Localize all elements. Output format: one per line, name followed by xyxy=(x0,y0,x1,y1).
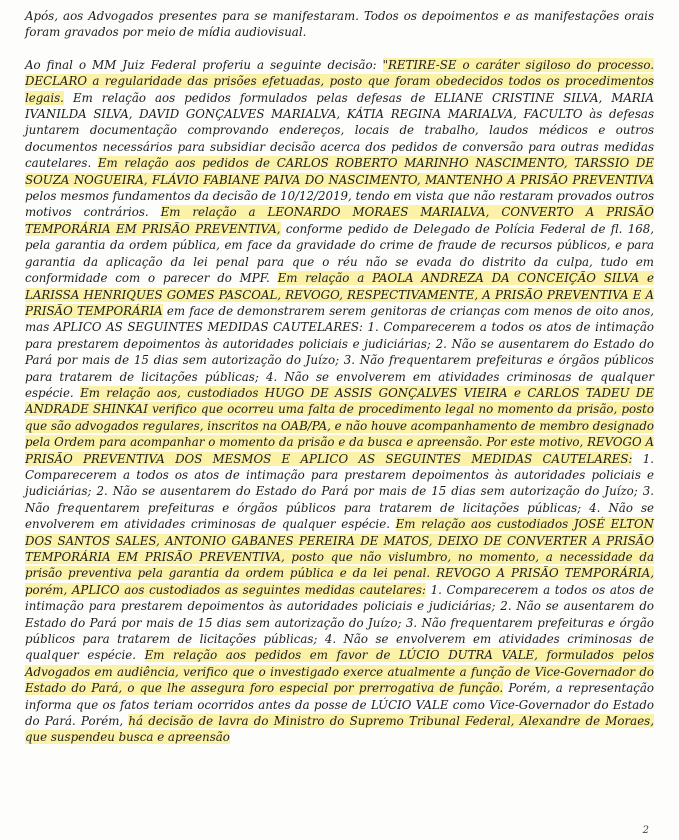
intro-paragraph: Após, aos Advogados presentes para se manifestaram. Todos os depoimentos e as manifestações orais foram gravados por meio de mídia audiovisual. xyxy=(25,9,654,40)
highlighted-text-segment: Em relação aos pedidos em favor de LÚCIO DUTRA VALE, formulados pelos Advogados em audiência, verifico que o investigado exerce atualmente a função de Vice-Governador do Estado do Pará, o que lhe assegura foro especial por prerrogativa de função. xyxy=(25,648,655,696)
highlighted-text-segment: "RETIRE-SE o caráter sigiloso do processo. DECLARO a regularidade das prisões efetuadas, posto que foram obedecidos todos os procedimentos legais. xyxy=(25,57,654,105)
text-segment: em face de demonstrarem serem genitoras de crianças com menos de oito anos, mas APLICO AS SEGUINTES MEDIDAS CAUTELARES: 1. Comparecerem a todos os atos de intimação para prestarem depoimentos às autoridades policiais e judiciárias; 2. Não se ausentarem do Estado do Pará por mais de 15 dias sem autorização do Juízo; 3. Não frequentarem prefeituras e órgãos públicos para tratarem de licitações públicas; 4. Não se envolverem em atividades criminosas de qualquer espécie. xyxy=(25,303,654,400)
highlighted-text-segment: há decisão de lavra do Ministro do Supremo Tribunal Federal, Alexandre de Moraes, que suspendeu busca e apreensão xyxy=(25,714,654,745)
text-segment: Ao final o MM Juiz Federal proferiu a seguinte decisão: xyxy=(25,57,383,72)
text-segment: 1. Comparecerem a todos os atos de intimação para prestarem depoimentos às autoridades policiais e judiciárias; 2. Não se ausentarem do Estado do Pará por mais de 15 dias sem autorização do Juízo; 3. Não frequentarem prefeituras e órgão públicos para tratarem de licitações públicas; 4. Não se envolverem em atividades criminosas de qualquer espécie. xyxy=(25,582,654,663)
highlighted-text-segment: Em relação aos, custodiados HUGO DE ASSIS GONÇALVES VIEIRA e CARLOS TADEU DE ANDRADE SHINKAI verifico que ocorreu uma falta de procedimento legal no momento da prisão, posto que são advogados regulares, inscritos na OAB/PA, e não houve acompanhamento de membro designado pela Ordem para acompanhar o momento da prisão e da busca e apreensão. Por este motivo, REVOGO A PRISÃO PREVENTIVA DOS MESMOS E APLICO AS SEGUINTES MEDIDAS CAUTELARES: xyxy=(25,385,654,466)
text-segment: conforme pedido de Delegado de Polícia Federal de fl. 168, pela garantia da ordem pública, em face da gravidade do crime de fraude de recursos públicos, e para garantia da aplicação da lei penal para que o réu não se evada do distrito da culpa, tudo em conformidade com o parecer do MPF. xyxy=(25,221,654,286)
page-number: 2 xyxy=(642,825,649,836)
highlighted-text-segment: Em relação aos custodiados JOSÉ ELTON DOS SANTOS SALES, ANTONIO GABANES PEREIRA DE MATOS, DEIXO DE CONVERTER A PRISÃO TEMPORÁRIA EM PRISÃO PREVENTIVA, posto que não vislumbro, no momento, a necessidade da prisão preventiva pela garantia da ordem pública e da lei penal. REVOGO A PRISÃO TEMPORÁRIA, porém, APLICO aos custodiados as seguintes medidas cautelares: xyxy=(25,517,654,597)
highlighted-text-segment: Em relação a LEONARDO MORAES MARIALVA, CONVERTO A PRISÃO TEMPORÁRIA EM PRISÃO PREVENTIVA, xyxy=(25,205,654,236)
text-segment: pelos mesmos fundamentos da decisão de 10/12/2019, tendo em vista que não restaram provados outros motivos contrários. xyxy=(25,189,654,220)
highlighted-text-segment: Em relação aos pedidos de CARLOS ROBERTO MARINHO NASCIMENTO, TARSSIO DE SOUZA NOGUEIRA, FLÁVIO FABIANE PAIVA DO NASCIMENTO, MANTENHO A PRISÃO PREVENTIVA xyxy=(25,156,654,187)
text-segment: 1. Comparecerem a todos os atos de intimação para prestarem depoimentos às autoridades policiais e judiciárias; 2. Não se ausentarem do Estado do Pará por mais de 15 dias sem autorização do Juízo; 3. Não frequentarem prefeituras e órgãos públicos para tratarem de licitações públicas; 4. Não se envolverem em atividades criminosas de qualquer espécie. xyxy=(25,451,654,532)
decision-paragraph xyxy=(25,57,654,746)
highlighted-text-segment: Em relação a PAOLA ANDREZA DA CONCEIÇÃO SILVA e LARISSA HENRIQUES GOMES PASCOAL, REVOGO, RESPECTIVAMENTE, A PRISÃO PREVENTIVA E A PRISÃO TEMPORÁRIA xyxy=(25,271,654,318)
text-segment: Porém, a representação informa que os fatos teriam ocorridos antes da posse de LÚCIO VALE como Vice-Governador do Estado do Pará. Porém, xyxy=(25,681,655,729)
text-segment: Em relação aos pedidos formulados pelas defesas de ELIANE CRISTINE SILVA, MARIA IVANILDA SILVA, DAVID GONÇALVES MARIALVA, KÁTIA REGINA MARIALVA, FACULTO às defesas juntarem documentação comprovando endereços, locais de trabalho, laudos médicos e outros documentos necessários para subsidiar decisão acerca dos pedidos de conversão para outras medidas cautelares. xyxy=(25,90,654,171)
